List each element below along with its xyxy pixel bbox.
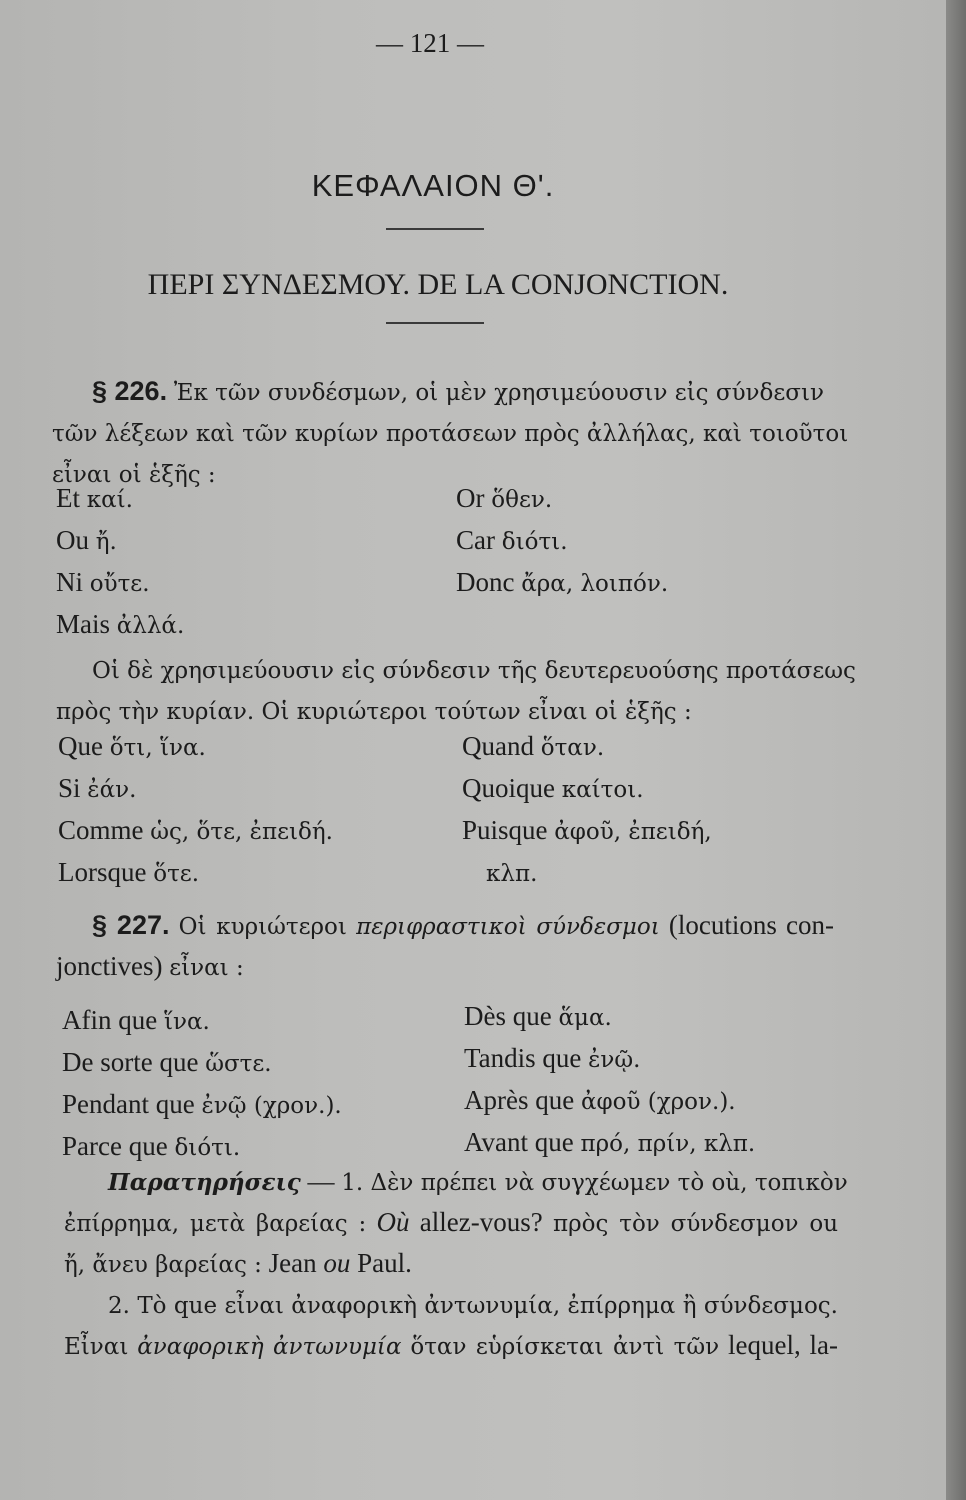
list-item: Après que ἀφοῦ (χρον.). xyxy=(464,1085,736,1115)
paragraph-text: Εἶναι xyxy=(64,1334,129,1360)
paragraph-text-italic: ἀναφορικὴ ἀντωνυμία xyxy=(137,1334,402,1360)
list-item: Or ὅθεν. xyxy=(456,483,553,513)
chapter-heading: ΚΕΦΑΛΑΙΟΝ Θʹ. xyxy=(311,168,555,203)
coordinating-list-right xyxy=(456,478,668,604)
observations-dash: — xyxy=(307,1166,335,1196)
page-number: — 121 — xyxy=(376,28,484,58)
paragraph-number: § 226. xyxy=(92,376,168,406)
paragraph-text: ἐπίρρημα, μετὰ βαρείας : xyxy=(64,1211,367,1237)
paragraph-text: Jean xyxy=(268,1248,317,1278)
paragraph-text: (locutions con- xyxy=(668,910,834,940)
list-item: Car διότι. xyxy=(456,525,568,555)
paragraph-number: § 227. xyxy=(92,910,170,940)
list-item: Dès que ἅμα. xyxy=(464,1001,612,1031)
paragraph-text-italic: περιφραστικοὶ σύνδεσμοι xyxy=(356,914,660,940)
locutions-list-right xyxy=(464,996,755,1164)
list-item: Que ὅτι, ἵνα. xyxy=(58,731,206,761)
chapter-rule xyxy=(386,228,484,230)
paragraph-text: Paul. xyxy=(357,1248,412,1278)
subordinating-list-right xyxy=(462,726,712,894)
paragraph-text: ὅταν εὑρίσκεται ἀντὶ τῶν xyxy=(410,1334,720,1360)
paragraph-text-italic: ou xyxy=(323,1248,351,1278)
paragraph-text: 1. Δὲν πρέπει νὰ συγχέωμεν τὸ où, τοπικὸν xyxy=(341,1170,848,1196)
paragraph-text: Οἱ κυριώτεροι xyxy=(178,914,347,940)
paragraph-text: τῶν λέξεων καὶ τῶν κυρίων προτάσεων πρὸς ἀλλήλας, καὶ τοιοῦτοι xyxy=(52,421,849,447)
paragraph-text: ἤ, ἄνευ βαρείας : xyxy=(64,1252,262,1278)
paragraph-text: εἶναι οἱ ἑξῆς : xyxy=(52,462,216,488)
list-item: κλπ. xyxy=(486,861,538,887)
paragraph-text: εἶναι : xyxy=(169,955,244,981)
list-item: Puisque ἀφοῦ, ἐπειδή, xyxy=(462,815,712,845)
list-item: Afin que ἵνα. xyxy=(62,1005,210,1035)
list-item: Tandis que ἐνῷ. xyxy=(464,1043,641,1073)
paragraph-227 xyxy=(56,906,834,988)
list-item: Donc ἄρα, λοιπόν. xyxy=(456,567,669,597)
section-rule xyxy=(386,322,484,324)
paragraph-text: Ἐκ τῶν συνδέσμων, οἱ μὲν χρησιμεύουσιν εἰς σύνδεσιν xyxy=(173,380,824,406)
observations xyxy=(64,1162,848,1367)
list-item: Ou ἤ. xyxy=(56,525,117,555)
list-item: Quoique καίτοι. xyxy=(462,773,644,803)
paragraph-text: πρὸς τὸν σύνδεσμον ou xyxy=(553,1211,839,1237)
page-edge xyxy=(946,0,966,1500)
coordinating-list-left xyxy=(56,478,184,646)
paragraph-text: Οἱ δὲ χρησιμεύουσιν εἰς σύνδεσιν τῆς δευτερευούσης προτάσεως xyxy=(92,658,856,684)
list-item: Et καί. xyxy=(56,483,133,513)
subordinating-list-left xyxy=(58,726,333,894)
list-item: Si ἐάν. xyxy=(58,773,137,803)
list-item: De sorte que ὥστε. xyxy=(62,1047,272,1077)
list-item: Pendant que ἐνῷ (χρον.). xyxy=(62,1089,342,1119)
paragraph-text: πρὸς τὴν κυρίαν. Οἱ κυριώτεροι τούτων εἶναι οἱ ἑξῆς : xyxy=(56,699,692,725)
locutions-list-left xyxy=(62,1000,342,1168)
paragraph-226 xyxy=(52,372,849,495)
paragraph-text: allez-vous? xyxy=(419,1207,543,1237)
list-item: Avant que πρό, πρίν, κλπ. xyxy=(464,1127,756,1157)
paragraph-text: 2. Τὸ que εἶναι ἀναφορικὴ ἀντωνυμία, ἐπίρρημα ἢ σύνδεσμος. xyxy=(108,1293,838,1319)
list-item: Parce que διότι. xyxy=(62,1131,241,1161)
list-item: Mais ἀλλά. xyxy=(56,609,185,639)
list-item: Quand ὅταν. xyxy=(462,731,605,761)
list-item: Lorsque ὅτε. xyxy=(58,857,200,887)
section-title: ΠΕΡΙ ΣΥΝΔΕΣΜΟΥ. DE LA CONJONCTION. xyxy=(147,268,729,301)
observations-label: Παρατηρήσεις xyxy=(108,1169,301,1196)
list-item: Ni οὔτε. xyxy=(56,567,150,597)
paragraph-text: lequel, la- xyxy=(727,1330,839,1360)
list-item: Comme ὡς, ὅτε, ἐπειδή. xyxy=(58,815,333,845)
paragraph-text-italic: Où xyxy=(376,1207,410,1237)
paragraph-text: jonctives) xyxy=(56,951,163,981)
subordinating-intro xyxy=(56,650,856,732)
